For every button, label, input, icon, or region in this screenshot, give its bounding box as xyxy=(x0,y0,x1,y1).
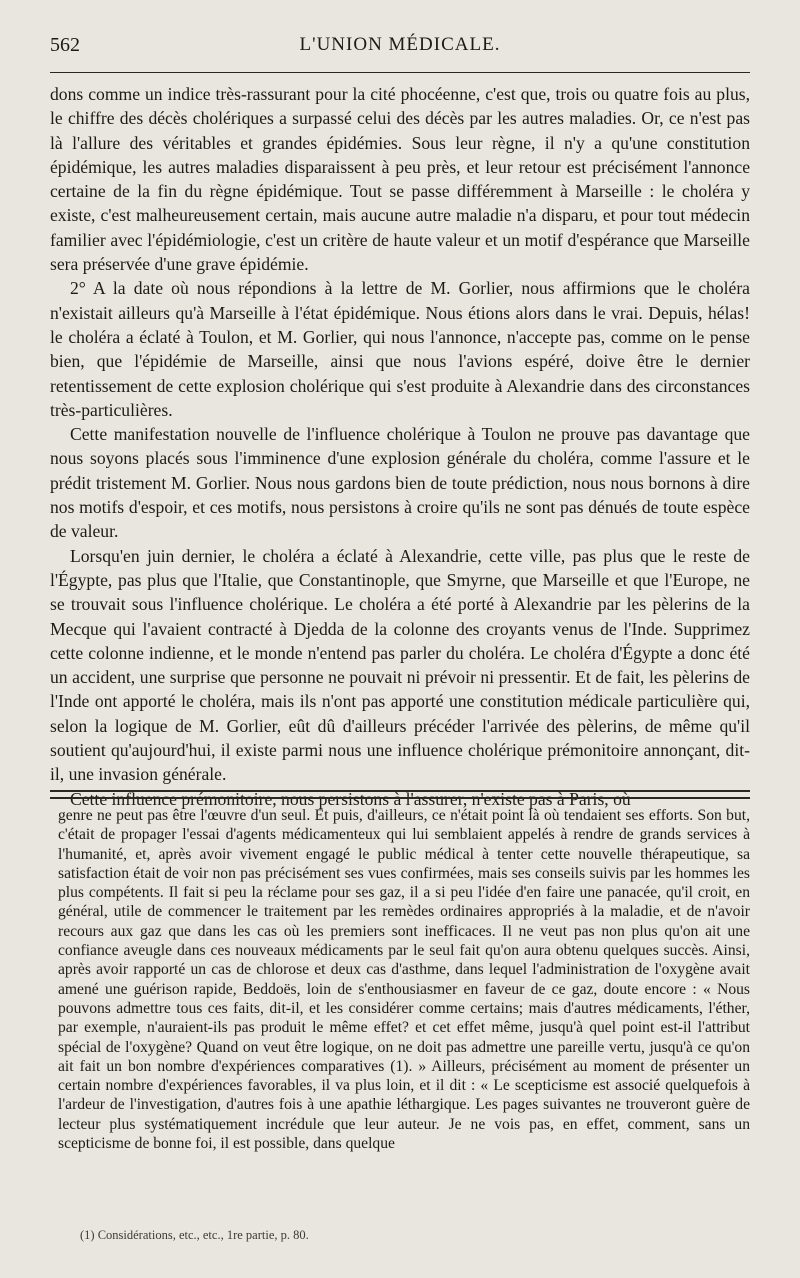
running-title: L'UNION MÉDICALE. xyxy=(299,34,501,55)
feuilleton-paragraph: genre ne peut pas être l'œuvre d'un seul. Et puis, d'ailleurs, ce n'était point là où tendaient ses efforts. Son but, c'était de propager l'essai d'agents médicamenteux qui lui semblaient appelés à rendre de grands services à l'humanité, et, après avoir vivement engagé le public médical à tenter cette nouvelle thérapeutique, sa satisfaction était de voir non pas précisément ses vues confirmées, mais ses conseils suivis par les hommes les plus compétents. Il fait si peu la réclame pour ses gaz, il a si peu l'idée d'en faire une panacée, qu'il croit, en général, utile de commencer le traitement par les remèdes ordinaires appropriés à la maladie, et de n'avoir recours aux gaz que dans les cas où les premiers sont inefficaces. Il ne veut pas non plus qu'on ait une confiance aveugle dans ces nouveaux médicaments par le seul fait qu'on aura obtenu quelques succès. Ainsi, après avoir rapporté un cas de chlorose et deux cas d'asthme, dans lequel l'administration de l'oxygène avait amené une guérison rapide, Beddoës, loin de s'enthousiasmer en faveur de ce gaz, doute encore : « Nous pouvons admettre tous ces faits, dit-il, et les considérer comme certains; mais d'autres médicaments, l'éther, par exemple, n'auraient-ils pas produit le même effet? et cet effet même, jusqu'à quel point est-il l'attribut spécial de l'oxygène? Quand on veut être logique, on ne doit pas admettre une pareille vertu, jusqu'à ce qu'on ait fait un bon nombre d'expériences comparatives (1). » Ailleurs, précisément au moment de présenter un certain nombre d'expériences favorables, il va plus loin, et il dit : « Le scepticisme est associé quelquefois à l'ardeur de l'investigation, d'autres fois à une apathie léthargique. Les pages suivantes ne trouveront guère de lecteur plus systématiquement incrédule que leur auteur. Je ne vois pas, en effet, comment, sans un scepticisme de bonne foi, il est possible, dans quelque xyxy=(58,807,750,1153)
main-text xyxy=(50,82,750,811)
paragraph: Cette manifestation nouvelle de l'influence cholérique à Toulon ne prouve pas davantage que nous soyons placés sous l'imminence d'une explosion générale du choléra, comme l'assure et le prédit tristement M. Gorlier. Nous nous gardons bien de toute prédiction, nous nous bornons à dire nos motifs d'espoir, et ces motifs, nous persistons à croire qu'ils ne sont pas dénués de toute espèce de valeur. xyxy=(50,424,750,542)
footnote-separator xyxy=(50,790,750,799)
paragraph: dons comme un indice très-rassurant pour la cité phocéenne, c'est que, trois ou quatre fois au plus, le chiffre des décès cholériques a surpassé celui des décès par les autres maladies. Or, ce n'est pas là l'allure des véritables et grandes épidémies. Sous leur règne, il n'y a qu'une constitution épidémique, les autres maladies disparaissent à peu près, et leur retour est précisément l'annonce certaine de la fin du règne épidémique. Tout se passe différemment à Marseille : le choléra y existe, c'est malheureusement certain, mais aucune autre maladie n'a disparu, et pour tout médecin familier avec l'épidémiologie, c'est un critère de haute valeur et un motif d'espérance que Marseille sera préservée d'une grave épidémie. xyxy=(50,84,750,275)
page-header xyxy=(50,34,750,64)
paragraph: 2° A la date où nous répondions à la lettre de M. Gorlier, nous affirmions que le choléra n'existait ailleurs qu'à Marseille à l'état épidémique. Nous étions alors dans le vrai. Depuis, hélas! le choléra a éclaté à Toulon, et M. Gorlier, qui nous l'annonce, n'accepte pas, comme on le pense bien, que l'épidémie de Marseille, ainsi que nous l'avions espéré, doive être le dernier retentissement de cette explosion cholérique qui s'est produite à Alexandrie dans des circonstances très-particulières. xyxy=(50,278,750,420)
header-rule xyxy=(50,72,750,73)
paragraph: Lorsqu'en juin dernier, le choléra a éclaté à Alexandrie, cette ville, pas plus que le reste de l'Égypte, pas plus que l'Italie, que Constantinople, que Smyrne, que Marseille et que l'Europe, ne se trouvait sous l'influence cholérique. Le choléra a été porté à Alexandrie par les pèlerins de la Mecque qui l'avaient contracté à Djedda de la colonne des croyants venus de l'Inde. Supprimez cette colonne indienne, et le monde n'entend pas parler du choléra. Le choléra d'Égypte a donc été un accident, une surprise que personne ne pouvait ni prévoir ni pressentir. Et de fait, les pèlerins de l'Inde ont apporté le choléra, mais ils n'ont pas apporté une constitution médicale particulière qui, selon la logique de M. Gorlier, eût dû d'ailleurs précéder l'arrivée des pèlerins, de même qu'il soutient qu'aujourd'hui, il existe parmi nous une influence cholérique prémonitoire annonçant, dit-il, une invasion générale. xyxy=(50,545,750,785)
reference-note: (1) Considérations, etc., etc., 1re partie, p. 80. xyxy=(80,1228,309,1242)
feuilleton-text xyxy=(58,806,750,1153)
page-number: 562 xyxy=(50,34,80,56)
paragraph: Cette influence prémonitoire, nous persistons à l'assurer, n'existe pas à Paris, où xyxy=(70,788,631,809)
